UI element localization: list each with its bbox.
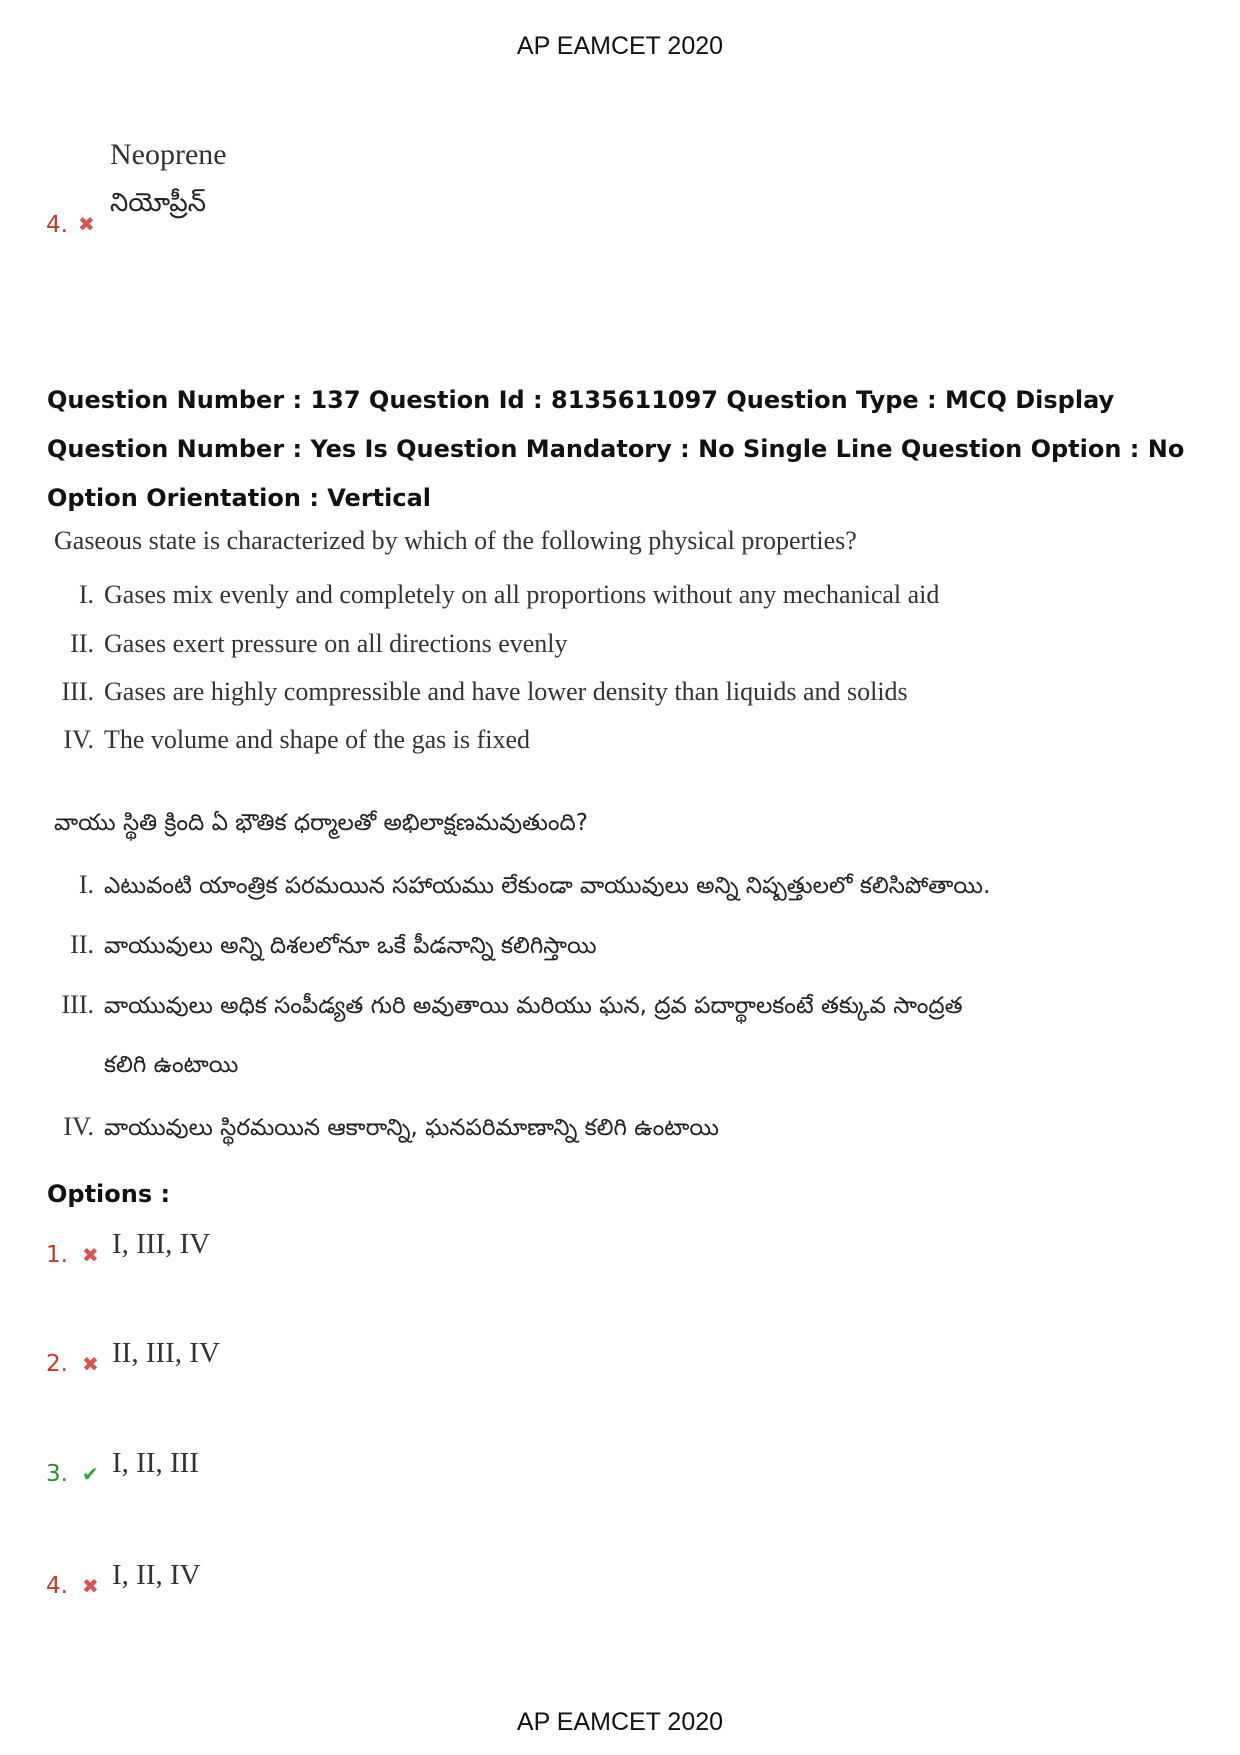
- item-text: వాయువులు స్థిరమయిన ఆకారాన్ని, ఘనపరిమాణాన్ని కలిగి ఉంటాయి: [104, 1115, 719, 1141]
- list-item: [54, 870, 990, 905]
- option-1[interactable]: [46, 1228, 211, 1271]
- item-text: Gases exert pressure on all directions evenly: [104, 629, 568, 658]
- question-meta: Question Number : 137 Question Id : 8135611097 Question Type : MCQ Display Question Number : Yes Is Question Mandatory : No Single Line Question Option : No Option Orientation : Vertical: [47, 386, 1185, 512]
- option-4[interactable]: [46, 1559, 201, 1602]
- option-2[interactable]: [46, 1337, 220, 1380]
- item-text: వాయువులు అన్ని దిశలలోనూ ఒకే పీడనాన్ని కలిగిస్తాయి: [104, 933, 597, 959]
- item-numeral: II.: [70, 629, 94, 658]
- check-icon: ✔: [82, 1461, 99, 1486]
- list-item: [54, 725, 530, 755]
- option-3[interactable]: [46, 1447, 199, 1490]
- item-text: The volume and shape of the gas is fixed: [104, 725, 530, 754]
- cross-icon: ✖: [78, 212, 95, 236]
- item-text: వాయువులు అధిక సంపీడ్యత గురి అవుతాయి మరియు ఘన, ద్రవ పదార్థాలకంటే తక్కువ సాంద్రత: [104, 993, 963, 1019]
- list-item: [54, 629, 568, 659]
- question-stem-en: Gaseous state is characterized by which of the following physical properties?: [54, 526, 857, 555]
- list-item: [54, 677, 908, 707]
- option-text: I, II, IV: [112, 1559, 201, 1591]
- item-numeral: II.: [70, 930, 94, 959]
- item-numeral: IV.: [63, 1112, 94, 1141]
- item-numeral: IV.: [63, 725, 94, 754]
- options-heading: Options :: [47, 1180, 171, 1208]
- question-stem-te: వాయు స్థితి క్రింది ఏ భౌతిక ధర్మాలతో అభిలాక్షణమవుతుంది?: [54, 810, 588, 836]
- cross-icon: ✖: [82, 1573, 99, 1598]
- option-number: 4.: [46, 1572, 68, 1599]
- item-numeral: I.: [78, 870, 94, 899]
- cross-icon: ✖: [82, 1351, 99, 1376]
- item-text: ఎటువంటి యాంత్రిక పరమయిన సహాయము లేకుండా వాయువులు అన్ని నిష్పత్తులలో కలిసిపోతాయి.: [104, 873, 991, 899]
- option-number: 1.: [46, 1241, 68, 1268]
- option-number: 3.: [46, 1460, 68, 1487]
- item-numeral: III.: [61, 990, 94, 1019]
- previous-option-text-te: నియోప్రీన్: [110, 188, 206, 218]
- cross-icon: ✖: [82, 1242, 99, 1267]
- list-item: [54, 990, 963, 1025]
- list-item-continuation: కలిగి ఉంటాయి: [104, 1052, 239, 1078]
- running-header: AP EAMCET 2020: [516, 32, 724, 60]
- option-text: II, III, IV: [112, 1337, 220, 1369]
- running-footer: AP EAMCET 2020: [516, 1708, 724, 1736]
- item-text: Gases are highly compressible and have lower density than liquids and solids: [104, 677, 908, 706]
- option-text: I, II, III: [112, 1447, 199, 1479]
- item-numeral: I.: [78, 580, 94, 609]
- item-numeral: III.: [61, 677, 94, 706]
- option-text: I, III, IV: [112, 1228, 211, 1260]
- list-item: [54, 1112, 719, 1147]
- item-text: Gases mix evenly and completely on all proportions without any mechanical aid: [104, 580, 940, 609]
- previous-option-text-en: Neoprene: [110, 138, 227, 171]
- previous-option-number: 4.: [46, 212, 68, 238]
- list-item: [54, 930, 597, 965]
- list-item: [54, 580, 939, 610]
- option-number: 2.: [46, 1350, 68, 1377]
